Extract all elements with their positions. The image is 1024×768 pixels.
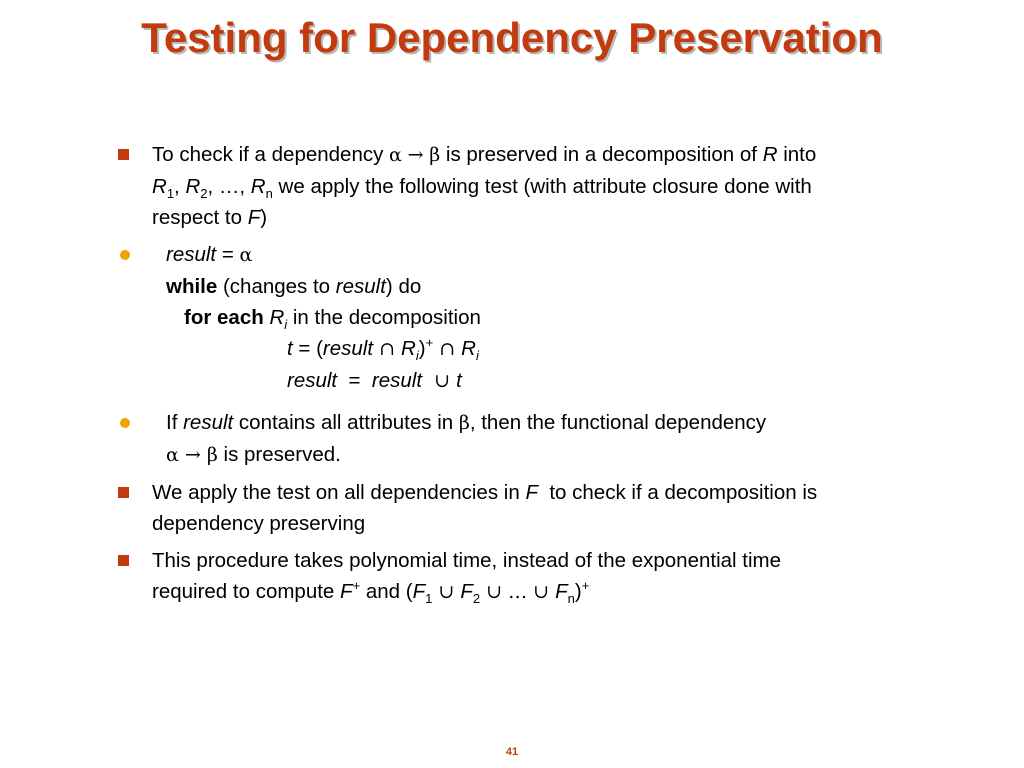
text: (changes to [217,275,336,298]
text: t [456,369,462,392]
text: dependency preserving [152,512,366,535]
text: and ( [360,580,413,603]
text: result [183,411,234,434]
text: we apply the following test (with attribute closure done with [272,175,812,198]
text: If [166,411,184,434]
text: t [287,337,293,360]
bullet-line-2 [166,439,998,471]
text: result [335,275,386,298]
text: , then the functional dependency [469,411,767,434]
subscript: i [475,348,479,364]
text: ) do [385,275,422,298]
text: result [166,243,217,266]
text: into [777,143,817,166]
relation-r1: R [152,175,167,198]
algo-line-foreach [166,302,998,333]
bullet-if-result [120,407,998,471]
bullet-apply-test [118,477,998,539]
bullet-line-2 [152,576,998,608]
text: = ( [292,337,323,360]
superscript: + [581,578,590,594]
text: This procedure takes polynomial time, instead of the exponential time [152,549,782,572]
superscript: + [352,578,361,594]
keyword-for-each: for each [184,306,264,329]
text: is preserved. [217,443,341,466]
subscript: n [265,186,273,202]
algo-line-init [166,239,998,271]
text: contains all attributes in [233,411,459,434]
alpha-symbol: α [166,444,179,466]
bullet-line-3 [152,202,998,233]
slide-title: Testing for Dependency Preservation [141,14,883,61]
intersection-symbol: ∩ [373,338,402,360]
text: , [174,175,186,198]
algo-line-update [166,365,998,397]
bullet-line-1 [166,407,998,439]
fd-set-f: F [525,481,538,504]
bullet-line-1 [152,477,998,508]
subscript: n [567,591,575,607]
text: = [337,369,372,392]
text: ) [574,580,582,603]
superscript: + [425,335,434,351]
text: , …, [207,175,251,198]
relation-r2: R [185,175,201,198]
square-bullet-icon [118,487,129,498]
square-bullet-icon [118,149,129,160]
subscript: 2 [472,591,481,607]
text: is preserved in a decomposition of [440,143,763,166]
round-bullet-icon [120,250,130,260]
beta-symbol: β [429,144,441,166]
subscript: i [415,348,419,364]
text: ) [260,206,268,229]
subscript: 2 [200,186,208,202]
intersection-symbol: ∩ [433,338,462,360]
bullet-check-dependency [118,139,998,233]
subscript: 1 [425,591,433,607]
bullet-line-2 [152,508,998,539]
relation-rn: R [250,175,266,198]
text: F [460,580,473,603]
text: R [461,337,476,360]
square-bullet-icon [118,555,129,566]
bullet-line-1 [152,545,998,576]
text: = [216,243,240,266]
text: We apply the test on all dependencies in [152,481,526,504]
alpha-symbol: α [389,144,402,166]
text: R [401,337,416,360]
keyword-while: while [166,275,218,298]
relation-r: R [762,143,778,166]
algo-line-t [166,333,998,365]
text: ) [418,337,426,360]
text: to check if a decomposition is [537,481,818,504]
text: R [269,306,285,329]
page-number: 41 [505,746,519,758]
fd-set-f: F [340,580,353,603]
bullet-line-2 [152,171,998,202]
text: F [555,580,568,603]
text: To check if a dependency [152,143,390,166]
union-symbol: ∪ [432,581,461,603]
text: required to compute [152,580,341,603]
beta-symbol: β [206,444,218,466]
bullet-line-1 [152,139,998,171]
arrow-symbol: → [178,444,207,466]
algo-line-while [166,271,998,302]
round-bullet-icon [120,418,130,428]
alpha-symbol: α [239,244,253,266]
subscript: 1 [166,186,175,202]
beta-symbol: β [458,412,470,434]
union-symbol: ∪ [422,370,457,392]
text: in the decomposition [287,306,481,329]
text: result [287,369,338,392]
algorithm-block [120,239,998,397]
slide-body [118,139,998,608]
text: result [322,337,374,360]
subscript: i [284,317,288,333]
bullet-polynomial-time [118,545,998,608]
fd-set-f: F [247,206,261,229]
text: respect to [152,206,248,229]
text: result [371,369,423,392]
union-symbol: ∪ … ∪ [480,581,556,603]
arrow-symbol: → [407,144,424,166]
text: F [412,580,426,603]
